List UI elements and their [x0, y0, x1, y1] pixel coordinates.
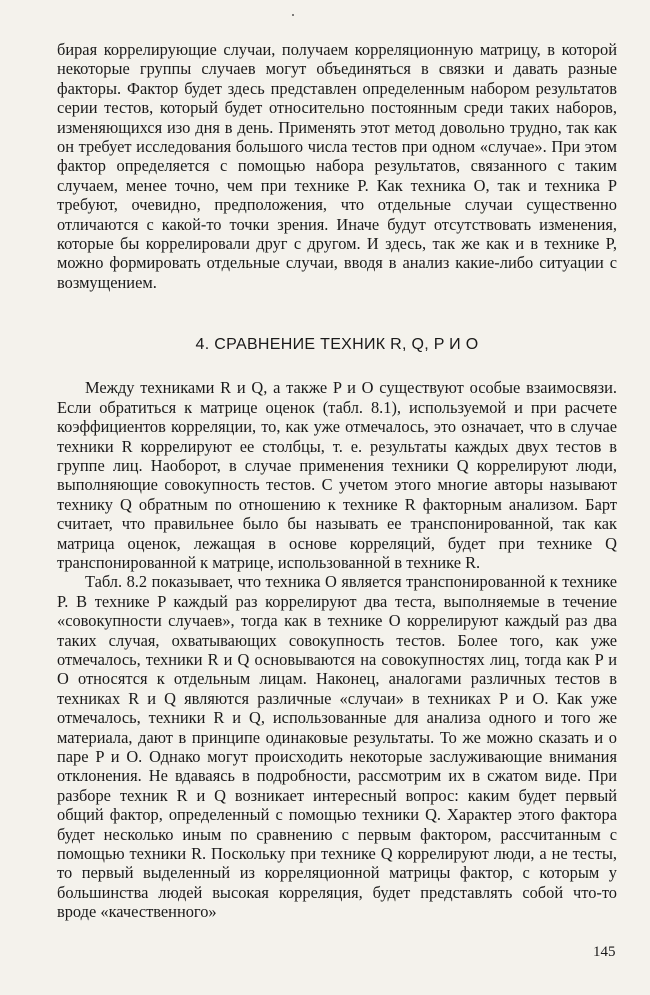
- paragraph-table-comparison: Табл. 8.2 показывает, что техника O является транспонированной к технике P. В технике P каждый раз коррелируют два теста, выполняемые в течение «совокупности случаев», тогда как в технике O коррелируют каждый раз два таких случая, охватывающих совокупность тестов. Более того, как уже отмечалось, техники R и Q основываются на совокупностях лиц, тогда как P и O относятся к отдельным лицам. Наконец, аналогами различных тестов в техниках R и Q являются различные «случаи» в техниках P и O. Как уже отмечалось, техники R и Q, использованные для анализа одного и того же материала, дают в принципе одинаковые результаты. То же можно сказать и о паре P и O. Однако могут происходить некоторые заслуживающие внимания отклонения. Не вдаваясь в подробности, рассмотрим их в сжатом виде. При разборе техник R и Q возникает интересный вопрос: каким будет первый общий фактор, определенный с помощью техники Q. Характер этого фактора будет несколько иным по сравнению с первым фактором, рассчитанным с помощью техники R. Поскольку при технике Q коррелируют люди, а не тесты, то первый выделенный из корреляционной матрицы фактор, с которым у большинства людей высокая корреляция, будет представлять собой что-то вроде «качественного»: [57, 572, 617, 922]
- section-heading: 4. СРАВНЕНИЕ ТЕХНИК R, Q, P И O: [195, 336, 479, 354]
- scan-speck: [292, 14, 294, 16]
- paragraph-techniques-relations: Между техниками R и Q, а также P и O существуют особые взаимосвязи. Если обратиться к матрице оценок (табл. 8.1), используемой и при расчете коэффициентов корреляции, то, как уже отмечалось, это означает, что в случае техники R коррелируют ее столбцы, т. е. результаты каждых двух тестов в группе лиц. Наоборот, в случае применения техники Q коррелируют люди, выполняющие совокупность тестов. С учетом этого многие авторы называют технику Q обратным по отношению к технике R факторным анализом. Барт считает, что правильнее было бы называть ее транспонированной, так как матрица оценок, лежащая в основе корреляций, будет при технике Q транспонированной к матрице, использованной в технике R.: [57, 378, 617, 572]
- paragraph-continued: бирая коррелирующие случаи, получаем корреляционную матрицу, в которой некоторые группы случаев могут объединяться в связки и давать разные факторы. Фактор будет здесь представлен определенным набором результатов серии тестов, который будет относительно постоянным среди таких наборов, изменяющихся изо дня в день. Применять этот метод довольно трудно, так как он требует исследования большого числа тестов при одном «случае». При этом фактор определяется с помощью набора результатов, связанного с таким случаем, менее точно, чем при технике P. Как техника O, так и техника P требуют, очевидно, предположения, что отдельные случаи существенно отличаются с какой-то точки зрения. Иначе будут отсутствовать изменения, которые бы коррелировали друг с другом. И здесь, так же как и в технике P, можно формировать отдельные случаи, вводя в анализ какие-либо ситуации с возмущением.: [57, 40, 617, 292]
- book-page: [57, 40, 617, 922]
- page-number: 145: [593, 944, 616, 960]
